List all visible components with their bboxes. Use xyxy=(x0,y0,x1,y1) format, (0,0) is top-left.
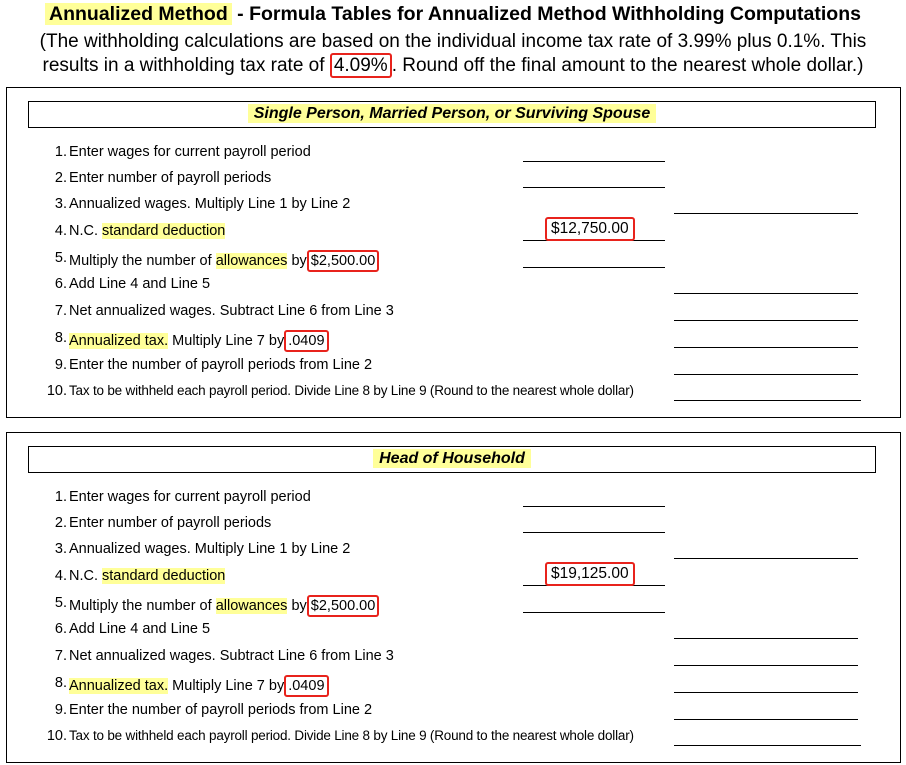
entry-blank[interactable] xyxy=(674,665,858,666)
intro-line-2-end: . Round off the final amount to the nearest whole dollar.) xyxy=(391,55,864,76)
line-text: Add Line 4 and Line 5 xyxy=(69,621,211,637)
entry-blank[interactable] xyxy=(674,320,858,321)
line-number: 6. xyxy=(54,621,67,637)
line-9 xyxy=(7,702,900,728)
line-5 xyxy=(7,250,900,276)
entry-blank[interactable] xyxy=(523,267,665,268)
line-1 xyxy=(7,144,900,170)
line-6 xyxy=(7,621,900,647)
line-text: Enter number of payroll periods xyxy=(69,515,272,531)
table-head-of-household xyxy=(6,432,901,763)
line-text-start: N.C. xyxy=(69,568,103,584)
line-8 xyxy=(7,675,900,701)
table-header xyxy=(28,446,876,473)
table-header-label: Single Person, Married Person, or Surviving Spouse xyxy=(248,104,657,123)
line-number: 2. xyxy=(54,170,67,186)
line-1 xyxy=(7,489,900,515)
line-number: 7. xyxy=(54,303,67,319)
line-number: 4. xyxy=(54,568,67,584)
tax-factor: .0409 xyxy=(284,675,328,697)
entry-blank[interactable] xyxy=(523,506,665,507)
line-text: Annualized wages. Multiply Line 1 by Line 2 xyxy=(69,541,351,557)
line-text-start: Multiply the number of xyxy=(69,598,216,614)
entry-blank[interactable] xyxy=(523,612,665,613)
line-number: 8. xyxy=(54,330,67,346)
entry-blank[interactable] xyxy=(523,532,665,533)
entry-blank[interactable] xyxy=(674,400,861,401)
line-number: 6. xyxy=(54,276,67,292)
entry-blank[interactable] xyxy=(674,213,858,214)
allowance-amount: $2,500.00 xyxy=(307,595,380,617)
line-text: Enter the number of payroll periods from Line 2 xyxy=(69,357,373,373)
line-number: 5. xyxy=(54,595,67,611)
line-4 xyxy=(7,220,900,249)
line-text xyxy=(69,675,329,697)
line-10 xyxy=(7,383,900,409)
line-2 xyxy=(7,170,900,196)
entry-blank[interactable] xyxy=(523,187,665,188)
line-7 xyxy=(7,303,900,329)
line-number: 2. xyxy=(54,515,67,531)
line-4 xyxy=(7,565,900,594)
entry-blank[interactable] xyxy=(674,293,858,294)
line-2 xyxy=(7,515,900,541)
line-number: 10. xyxy=(46,383,67,399)
line-text-end: by xyxy=(287,253,307,269)
line-number: 7. xyxy=(54,648,67,664)
line-number: 1. xyxy=(54,489,67,505)
line-number: 4. xyxy=(54,223,67,239)
intro-line-1: (The withholding calculations are based on the individual income tax rate of 3.99% plus 0.1%. This xyxy=(39,31,867,52)
line-text xyxy=(69,330,329,352)
title-highlight: Annualized Method xyxy=(45,3,232,25)
line-number: 5. xyxy=(54,250,67,266)
line-number: 1. xyxy=(54,144,67,160)
entry-blank[interactable] xyxy=(674,638,858,639)
intro-line-2 xyxy=(0,54,906,78)
entry-blank[interactable] xyxy=(674,692,858,693)
line-text: Enter number of payroll periods xyxy=(69,170,272,186)
standard-deduction-amount: $12,750.00 xyxy=(545,217,635,241)
line-text: Enter wages for current payroll period xyxy=(69,489,311,505)
allowances-label: allowances xyxy=(215,598,288,614)
line-text xyxy=(69,250,379,272)
line-text: Net annualized wages. Subtract Line 6 from Line 3 xyxy=(69,648,394,664)
line-5 xyxy=(7,595,900,621)
line-text: Enter the number of payroll periods from Line 2 xyxy=(69,702,373,718)
line-7 xyxy=(7,648,900,674)
line-10 xyxy=(7,728,900,754)
line-text xyxy=(69,568,225,584)
line-number: 10. xyxy=(46,728,67,744)
line-text-start: Multiply the number of xyxy=(69,253,216,269)
line-number: 9. xyxy=(54,357,67,373)
line-text xyxy=(69,595,379,617)
line-number: 9. xyxy=(54,702,67,718)
allowance-amount: $2,500.00 xyxy=(307,250,380,272)
withholding-rate: 4.09% xyxy=(330,53,392,78)
line-text-end: by xyxy=(287,598,307,614)
allowances-label: allowances xyxy=(215,253,288,269)
line-text-start: N.C. xyxy=(69,223,103,239)
tax-factor: .0409 xyxy=(284,330,328,352)
table-single-married xyxy=(6,87,901,418)
entry-blank[interactable] xyxy=(674,745,861,746)
line-number: 3. xyxy=(54,196,67,212)
page-title xyxy=(0,3,906,26)
line-9 xyxy=(7,357,900,383)
standard-deduction-amount: $19,125.00 xyxy=(545,562,635,586)
title-rest: - Formula Tables for Annualized Method Withholding Computations xyxy=(231,3,861,25)
entry-blank[interactable] xyxy=(674,558,858,559)
intro-line-2-start: results in a withholding tax rate of xyxy=(42,55,325,76)
line-text: Add Line 4 and Line 5 xyxy=(69,276,211,292)
line-text: Tax to be withheld each payroll period. Divide Line 8 by Line 9 (Round to the nearest whole dollar) xyxy=(69,383,634,398)
table-header-label: Head of Household xyxy=(373,449,531,468)
line-text xyxy=(69,223,225,239)
entry-blank[interactable] xyxy=(674,719,858,720)
line-text: Net annualized wages. Subtract Line 6 from Line 3 xyxy=(69,303,394,319)
line-number: 8. xyxy=(54,675,67,691)
line-text: Enter wages for current payroll period xyxy=(69,144,311,160)
line-number: 3. xyxy=(54,541,67,557)
line-8 xyxy=(7,330,900,356)
standard-deduction-label: standard deduction xyxy=(102,568,226,584)
entry-blank[interactable] xyxy=(674,347,858,348)
annualized-tax-label: Annualized tax. xyxy=(69,333,169,349)
line-text-end: Multiply Line 7 by xyxy=(168,678,285,694)
table-header xyxy=(28,101,876,128)
line-3 xyxy=(7,541,900,567)
entry-blank[interactable] xyxy=(674,374,858,375)
line-text-end: Multiply Line 7 by xyxy=(168,333,285,349)
annualized-tax-label: Annualized tax. xyxy=(69,678,169,694)
line-3 xyxy=(7,196,900,222)
intro-paragraph xyxy=(0,30,906,78)
entry-blank[interactable] xyxy=(523,161,665,162)
line-text: Annualized wages. Multiply Line 1 by Line 2 xyxy=(69,196,351,212)
standard-deduction-label: standard deduction xyxy=(102,223,226,239)
line-text: Tax to be withheld each payroll period. Divide Line 8 by Line 9 (Round to the nearest whole dollar) xyxy=(69,728,634,743)
line-6 xyxy=(7,276,900,302)
